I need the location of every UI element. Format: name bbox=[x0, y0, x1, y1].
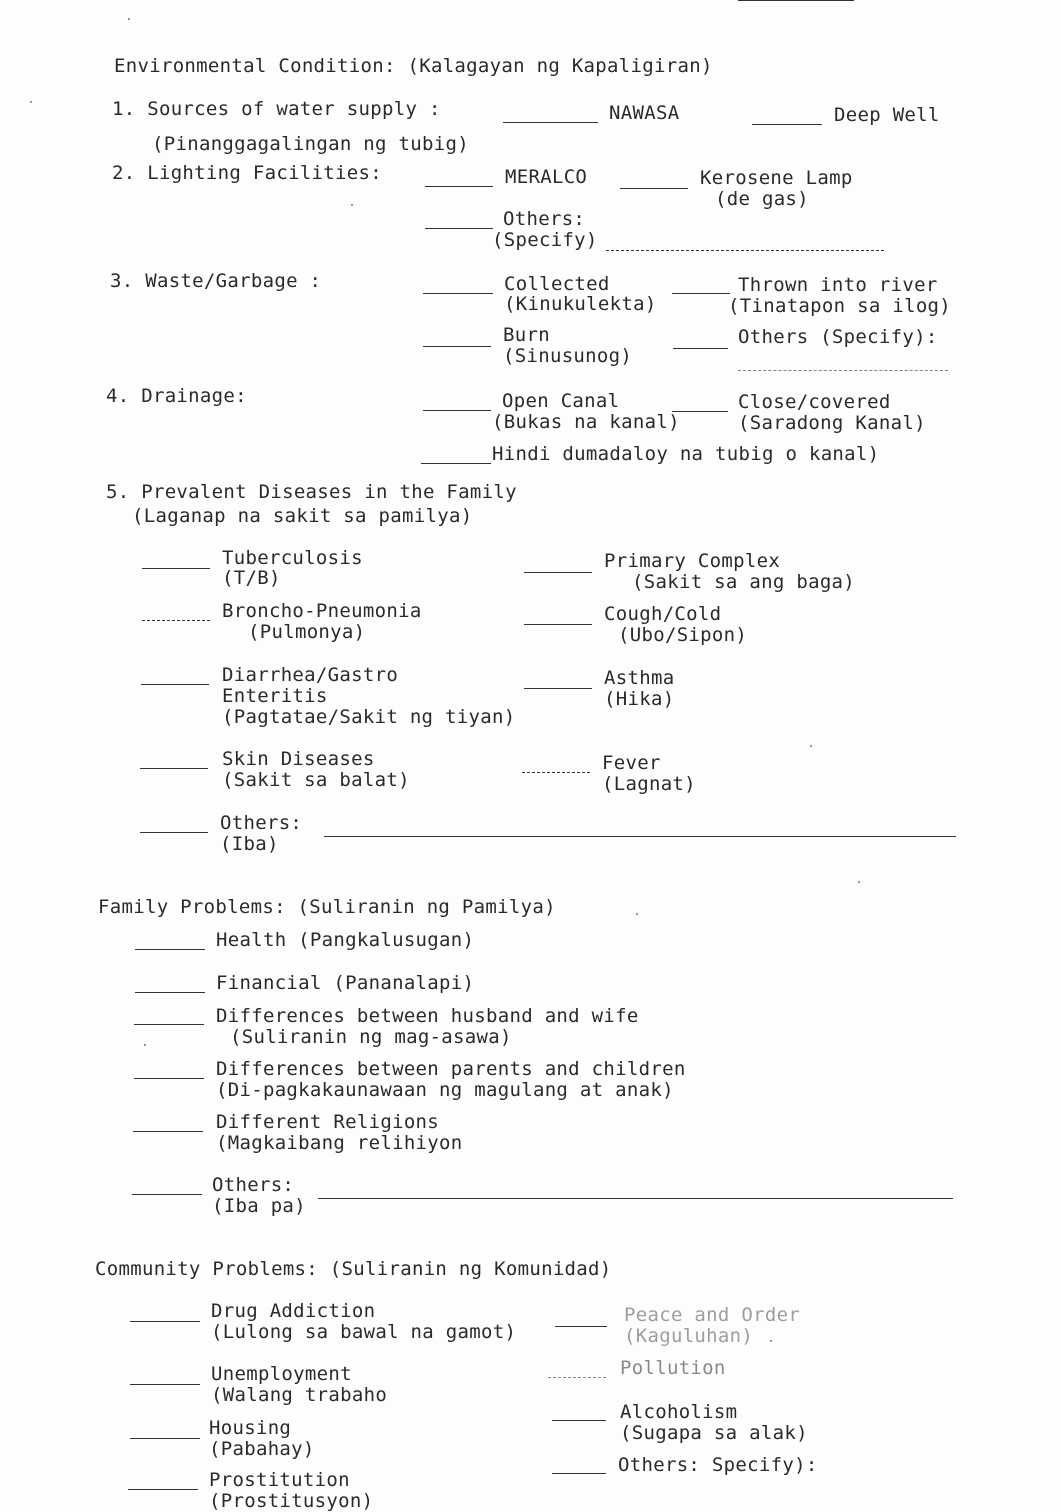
prevalent-diseases-label-tl: (Laganap na sakit sa pamilya) bbox=[132, 505, 473, 527]
lighting-facilities-label: 2. Lighting Facilities: bbox=[112, 162, 382, 184]
thrown-into-river-blank[interactable] bbox=[672, 293, 730, 294]
scan-speck bbox=[128, 18, 130, 20]
health-option: Health (Pangkalusugan) bbox=[216, 929, 475, 951]
waste-garbage-label: 3. Waste/Garbage : bbox=[110, 270, 322, 292]
primary-complex-blank[interactable] bbox=[524, 572, 592, 573]
peace-order-option-tl: (Kaguluhan) bbox=[624, 1325, 754, 1347]
broncho-pneumonia-option-tl: (Pulmonya) bbox=[248, 621, 366, 643]
broncho-pneumonia-blank[interactable] bbox=[142, 620, 210, 621]
waste-others-blank[interactable] bbox=[673, 348, 728, 349]
unemployment-blank[interactable] bbox=[130, 1384, 200, 1385]
primary-complex-option: Primary Complex bbox=[604, 550, 781, 572]
asthma-option-tl: (Hika) bbox=[604, 688, 675, 710]
parents-children-option: Differences between parents and children bbox=[216, 1058, 686, 1080]
meralco-blank[interactable] bbox=[425, 186, 493, 187]
lighting-others-specify: (Specify) bbox=[492, 229, 598, 251]
scan-speck bbox=[810, 745, 812, 747]
thrown-into-river-option: Thrown into river bbox=[738, 274, 938, 296]
lighting-others-blank[interactable] bbox=[425, 228, 493, 229]
skin-diseases-option: Skin Diseases bbox=[222, 748, 375, 770]
family-others-blank[interactable] bbox=[132, 1194, 202, 1195]
broncho-pneumonia-option: Broncho-Pneumonia bbox=[222, 600, 422, 622]
family-others-option: Others: bbox=[212, 1174, 295, 1196]
waste-others-specify-line[interactable] bbox=[738, 370, 948, 371]
lighting-others-specify-line[interactable] bbox=[606, 250, 884, 251]
burn-blank[interactable] bbox=[423, 346, 491, 347]
diseases-others-specify-line[interactable] bbox=[324, 836, 956, 837]
community-problems-heading: Community Problems: (Suliranin ng Komunidad) bbox=[95, 1258, 612, 1280]
collected-blank[interactable] bbox=[423, 293, 493, 294]
kerosene-lamp-option-tl: (de gas) bbox=[715, 188, 809, 210]
peace-order-option: Peace and Order bbox=[624, 1304, 801, 1326]
religions-option: Different Religions bbox=[216, 1111, 440, 1133]
water-supply-label: 1. Sources of water supply : bbox=[112, 98, 441, 120]
prostitution-blank[interactable] bbox=[128, 1489, 198, 1490]
religions-option-tl: (Magkaibang relihiyon bbox=[216, 1132, 463, 1154]
diarrhea-option-tl: (Pagtatae/Sakit ng tiyan) bbox=[222, 706, 516, 728]
top-edge-rule bbox=[738, 0, 854, 1]
tuberculosis-option-tl: (T/B) bbox=[222, 567, 281, 589]
alcoholism-blank[interactable] bbox=[552, 1420, 606, 1421]
scan-speck bbox=[144, 1044, 146, 1046]
family-others-option-tl: (Iba pa) bbox=[212, 1195, 306, 1217]
husband-wife-blank[interactable] bbox=[134, 1024, 204, 1025]
religions-blank[interactable] bbox=[133, 1131, 203, 1132]
deep-well-option: Deep Well bbox=[834, 104, 940, 126]
collected-option: Collected bbox=[504, 273, 610, 295]
close-covered-option-tl: (Saradong Kanal) bbox=[738, 412, 926, 434]
prevalent-diseases-label: 5. Prevalent Diseases in the Family bbox=[106, 481, 517, 503]
alcoholism-option-tl: (Sugapa sa alak) bbox=[620, 1422, 808, 1444]
housing-option: Housing bbox=[209, 1417, 292, 1439]
nawasa-blank[interactable] bbox=[503, 122, 598, 123]
cough-cold-blank[interactable] bbox=[524, 624, 592, 625]
drug-addiction-blank[interactable] bbox=[130, 1321, 200, 1322]
health-blank[interactable] bbox=[135, 949, 205, 950]
tuberculosis-option: Tuberculosis bbox=[222, 547, 363, 569]
housing-blank[interactable] bbox=[130, 1438, 200, 1439]
husband-wife-option: Differences between husband and wife bbox=[216, 1005, 639, 1027]
scan-speck bbox=[636, 913, 638, 915]
community-others-option: Others: Specify): bbox=[618, 1454, 818, 1476]
drug-addiction-option-tl: (Lulong sa bawal na gamot) bbox=[211, 1321, 517, 1343]
open-canal-blank[interactable] bbox=[423, 410, 491, 411]
deep-well-blank[interactable] bbox=[752, 124, 822, 125]
skin-diseases-option-tl: (Sakit sa balat) bbox=[222, 769, 410, 791]
scan-speck bbox=[858, 881, 860, 883]
asthma-blank[interactable] bbox=[524, 688, 592, 689]
close-covered-option: Close/covered bbox=[738, 391, 891, 413]
scan-speck bbox=[770, 1340, 772, 1342]
fever-option: Fever bbox=[602, 752, 661, 774]
pollution-blank[interactable] bbox=[548, 1377, 606, 1378]
asthma-option: Asthma bbox=[604, 667, 675, 689]
pollution-option: Pollution bbox=[620, 1357, 726, 1379]
kerosene-lamp-blank[interactable] bbox=[620, 188, 688, 189]
open-canal-option-tl: (Bukas na kanal) bbox=[492, 411, 680, 433]
drug-addiction-option: Drug Addiction bbox=[211, 1300, 376, 1322]
parents-children-option-tl: (Di-pagkakaunawaan ng magulang at anak) bbox=[216, 1079, 674, 1101]
financial-blank[interactable] bbox=[135, 992, 205, 993]
burn-option: Burn bbox=[503, 324, 550, 346]
prostitution-option: Prostitution bbox=[209, 1469, 350, 1491]
cough-cold-option: Cough/Cold bbox=[604, 603, 722, 625]
environmental-condition-heading: Environmental Condition: (Kalagayan ng Kapaligiran) bbox=[114, 55, 713, 77]
diarrhea-option: Diarrhea/Gastro bbox=[222, 664, 399, 686]
skin-diseases-blank[interactable] bbox=[140, 768, 208, 769]
diarrhea-option-2: Enteritis bbox=[222, 685, 328, 707]
scan-speck bbox=[30, 101, 32, 103]
burn-option-tl: (Sinusunog) bbox=[503, 345, 633, 367]
primary-complex-option-tl: (Sakit sa ang baga) bbox=[632, 571, 856, 593]
diseases-others-option: Others: bbox=[220, 812, 303, 834]
meralco-option: MERALCO bbox=[505, 166, 588, 188]
tuberculosis-blank[interactable] bbox=[142, 568, 210, 569]
family-others-specify-line[interactable] bbox=[318, 1198, 953, 1199]
drainage-label: 4. Drainage: bbox=[106, 385, 247, 407]
scan-speck bbox=[351, 204, 353, 206]
thrown-into-river-option-tl: (Tinatapon sa ilog) bbox=[728, 295, 952, 317]
kerosene-lamp-option: Kerosene Lamp bbox=[700, 167, 853, 189]
unemployment-option: Unemployment bbox=[211, 1363, 352, 1385]
peace-order-blank[interactable] bbox=[555, 1326, 607, 1327]
close-covered-blank[interactable] bbox=[672, 411, 728, 412]
husband-wife-option-tl: (Suliranin ng mag-asawa) bbox=[230, 1026, 512, 1048]
open-canal-option: Open Canal bbox=[502, 390, 620, 412]
collected-option-tl: (Kinukulekta) bbox=[504, 293, 657, 315]
fever-option-tl: (Lagnat) bbox=[602, 773, 696, 795]
diseases-others-blank[interactable] bbox=[140, 832, 208, 833]
stagnant-water-option: Hindi dumadaloy na tubig o kanal) bbox=[492, 443, 880, 465]
diarrhea-blank[interactable] bbox=[141, 684, 209, 685]
alcoholism-option: Alcoholism bbox=[620, 1401, 738, 1423]
community-others-blank[interactable] bbox=[552, 1473, 606, 1474]
nawasa-option: NAWASA bbox=[609, 102, 680, 124]
housing-option-tl: (Pabahay) bbox=[209, 1438, 315, 1460]
water-supply-label-tl: (Pinanggagalingan ng tubig) bbox=[152, 133, 469, 155]
diseases-others-option-tl: (Iba) bbox=[220, 833, 279, 855]
financial-option: Financial (Pananalapi) bbox=[216, 972, 475, 994]
fever-blank[interactable] bbox=[522, 772, 590, 773]
family-problems-heading: Family Problems: (Suliranin ng Pamilya) bbox=[98, 896, 556, 918]
parents-children-blank[interactable] bbox=[134, 1078, 204, 1079]
lighting-others-option: Others: bbox=[503, 208, 586, 230]
waste-others-option: Others (Specify): bbox=[738, 326, 938, 348]
prostitution-option-tl: (Prostitusyon) bbox=[209, 1490, 374, 1512]
stagnant-water-blank[interactable] bbox=[421, 463, 491, 464]
unemployment-option-tl: (Walang trabaho bbox=[211, 1384, 388, 1406]
cough-cold-option-tl: (Ubo/Sipon) bbox=[618, 624, 748, 646]
